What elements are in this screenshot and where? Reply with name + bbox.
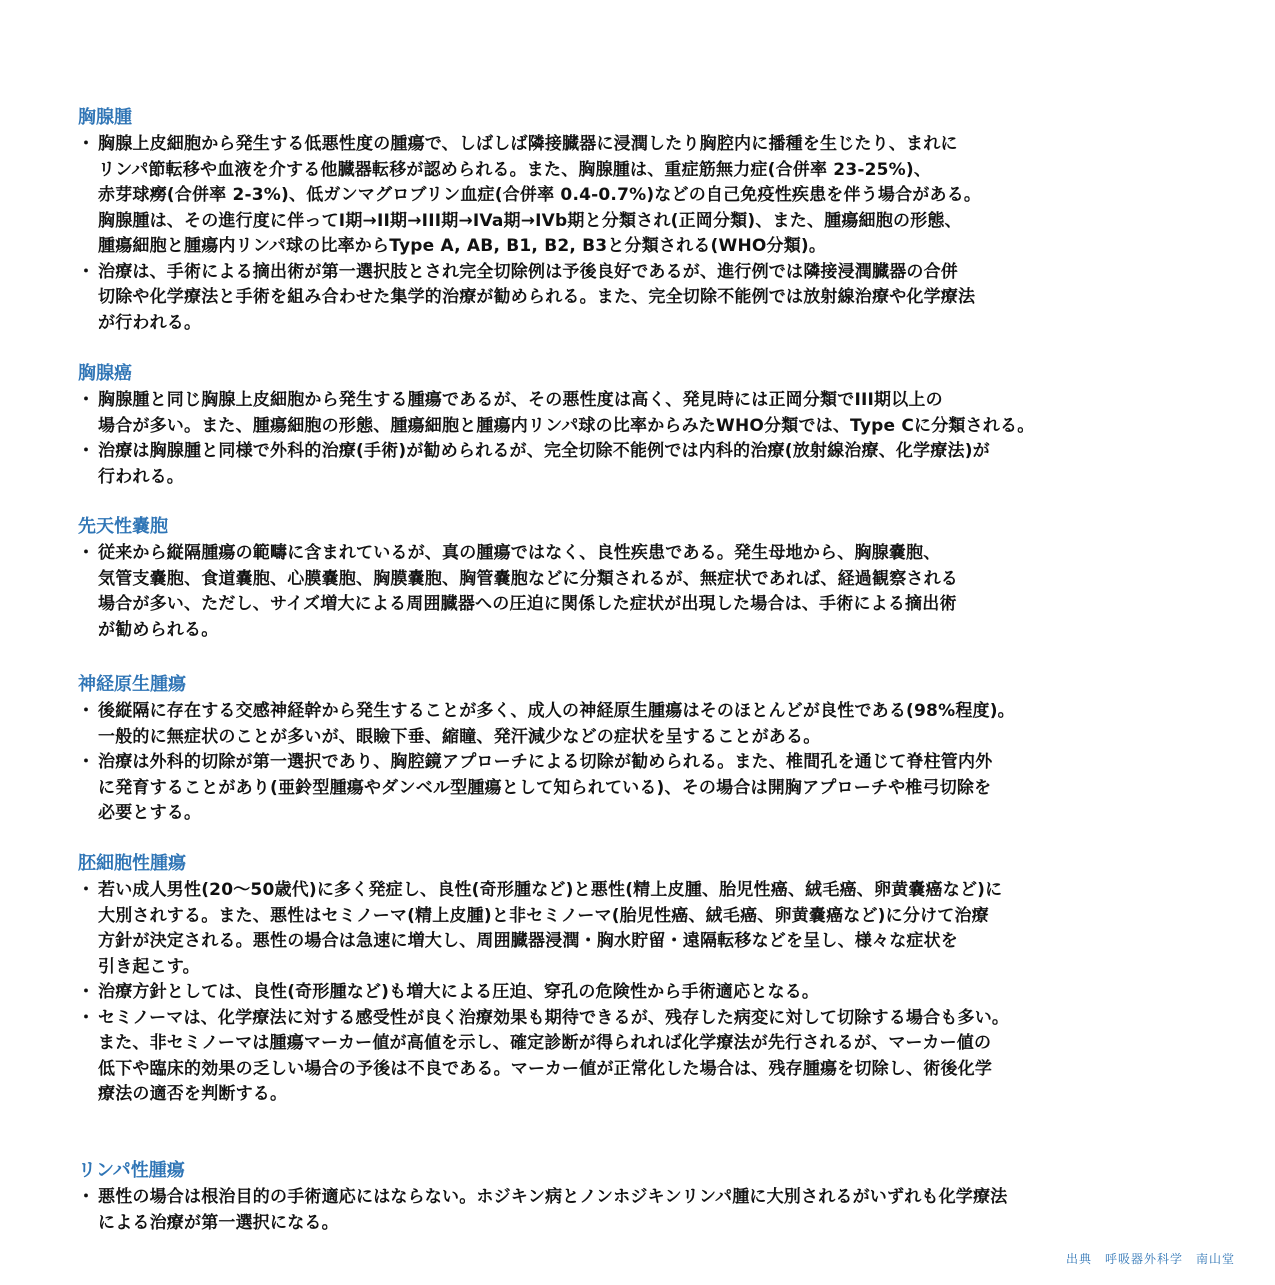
text-line: 場合が多い、ただし、サイズ増大による周囲臓器への圧迫に関係した症状が出現した場合は、手術による摘出術 <box>98 594 957 614</box>
section-heading: 先天性嚢胞 <box>78 516 168 537</box>
text-line: が行われる。 <box>98 312 202 333</box>
text-line: 引き起こす。 <box>98 956 200 977</box>
bullet-mark: ・ <box>77 134 95 154</box>
text-line: 切除や化学療法と手術を組み合わせた集学的治療が勧められる。また、完全切除不能例では放射線治療や化学療法 <box>98 287 976 307</box>
bullet-item <box>74 260 1244 337</box>
text-line: 悪性の場合は根治目的の手術適応にはならない。ホジキン病とノンホジキンリンパ腫に大別されるがいずれも化学療法 <box>98 1187 1008 1207</box>
bullet-mark: ・ <box>77 1007 95 1028</box>
text-line: 治療方針としては、良性(奇形腫など)も増大による圧迫、穿孔の危険性から手術適応となる。 <box>98 982 820 1002</box>
text-line: 治療は、手術による摘出術が第一選択肢とされ完全切除例は予後良好であるが、進行例では隣接浸潤臓器の合併 <box>98 261 958 282</box>
text-line: リンパ節転移や血液を介する他臓器転移が認められる。また、胸腺腫は、重症筋無力症(合併率 23-25%)、 <box>98 159 932 180</box>
bullet-mark: ・ <box>77 543 95 563</box>
section-thymoma <box>74 106 1244 336</box>
bullet-mark: ・ <box>77 1187 95 1207</box>
text-line: 治療は胸腺腫と同様で外科的治療(手術)が勧められるが、完全切除不能例では内科的治療(放射線治療、化学療法)が <box>98 441 990 461</box>
text-line: に発育することがあり(亜鈴型腫瘍やダンベル型腫瘍として知られている)、その場合は開胸アプローチや椎弓切除を <box>98 777 992 798</box>
text-line: 一般的に無症状のことが多いが、眼瞼下垂、縮瞳、発汗減少などの症状を呈することがある。 <box>98 726 821 747</box>
section-thymic-carcinoma <box>74 362 1244 490</box>
text-line: 後縦隔に存在する交感神経幹から発生することが多く、成人の神経原生腫瘍はそのほとんどが良性である(98%程度)。 <box>98 701 1015 721</box>
bullet-item <box>74 750 1244 827</box>
bullet-mark: ・ <box>77 982 95 1002</box>
text-line: が勧められる。 <box>98 619 219 640</box>
text-line: また、非セミノーマは腫瘍マーカー値が高値を示し、確定診断が得られれば化学療法が先行されるが、マーカー値の <box>98 1033 992 1053</box>
text-line: 腫瘍細胞と腫瘍内リンパ球の比率からType A, AB, B1, B2, B3と分類される(WHO分類)。 <box>98 236 827 256</box>
bullet-item <box>74 388 1244 439</box>
text-line: 場合が多い。また、腫瘍細胞の形態、腫瘍細胞と腫瘍内リンパ球の比率からみたWHO分類では、Type Cに分類される。 <box>98 415 1035 436</box>
section-heading: 胸腺腫 <box>78 107 132 128</box>
text-line: 方針が決定される。悪性の場合は急速に増大し、周囲臓器浸潤・胸水貯留・遠隔転移などを呈し、様々な症状を <box>98 931 958 951</box>
bullet-item <box>74 878 1244 980</box>
section-lymphoid-tumor <box>74 1159 1244 1236</box>
bullet-item <box>74 541 1244 643</box>
bullet-mark: ・ <box>77 752 95 772</box>
text-line: 行われる。 <box>98 466 184 487</box>
section-congenital-cyst <box>74 515 1244 643</box>
bullet-item <box>74 699 1244 750</box>
section-heading: 胸腺癌 <box>78 363 132 384</box>
bullet-item <box>74 1006 1244 1108</box>
bullet-item <box>74 1185 1244 1236</box>
bullet-mark: ・ <box>77 390 95 410</box>
text-line: 赤芽球癆(合併率 2-3%)、低ガンマグロブリン血症(合併率 0.4-0.7%)などの自己免疫性疾患を伴う場合がある。 <box>98 185 982 205</box>
text-line: による治療が第一選択になる。 <box>98 1212 339 1233</box>
text-line: 従来から縦隔腫瘍の範疇に含まれているが、真の腫瘍ではなく、良性疾患である。発生母地から、胸腺嚢胞、 <box>98 543 941 563</box>
text-line: セミノーマは、化学療法に対する感受性が良く治療効果も期待できるが、残存した病変に対して切除する場合も多い。 <box>98 1007 1010 1028</box>
text-line: 大別されする。また、悪性はセミノーマ(精上皮腫)と非セミノーマ(胎児性癌、絨毛癌、卵黄嚢癌など)に分けて治療 <box>98 905 989 926</box>
bullet-mark: ・ <box>77 441 95 461</box>
section-germ-cell-tumor <box>74 852 1244 1108</box>
text-line: 療法の適否を判断する。 <box>98 1084 288 1104</box>
bullet-mark: ・ <box>77 261 95 282</box>
text-line: 若い成人男性(20～50歳代)に多く発症し、良性(奇形腫など)と悪性(精上皮腫、胎児性癌、絨毛癌、卵黄嚢癌など)に <box>98 880 1003 900</box>
text-line: 治療は外科的切除が第一選択であり、胸腔鏡アプローチによる切除が勧められる。また、椎間孔を通じて脊柱管内外 <box>98 752 993 772</box>
source-citation: 出典 呼吸器外科学 南山堂 <box>1065 1252 1235 1266</box>
section-heading: 神経原生腫瘍 <box>78 674 186 695</box>
bullet-mark: ・ <box>77 880 95 900</box>
section-neurogenic-tumor <box>74 673 1244 827</box>
text-line: 低下や臨床的効果の乏しい場合の予後は不良である。マーカー値が正常化した場合は、残存腫瘍を切除し、術後化学 <box>98 1058 993 1079</box>
text-line: 気管支嚢胞、食道嚢胞、心膜嚢胞、胸膜嚢胞、胸管嚢胞などに分類されるが、無症状であれば、経過観察される <box>98 568 958 589</box>
text-line: 胸腺腫と同じ胸腺上皮細胞から発生する腫瘍であるが、その悪性度は高く、発見時には正岡分類でIII期以上の <box>98 390 943 410</box>
text-line: 必要とする。 <box>98 803 202 823</box>
section-heading: 胚細胞性腫瘍 <box>78 853 186 874</box>
section-heading: リンパ性腫瘍 <box>78 1160 185 1181</box>
bullet-mark: ・ <box>77 701 95 721</box>
bullet-item <box>74 132 1244 260</box>
bullet-item <box>74 439 1244 490</box>
bullet-item <box>74 980 1244 1006</box>
text-line: 胸腺腫は、その進行度に伴ってI期→II期→III期→IVa期→IVb期と分類され(正岡分類)、また、腫瘍細胞の形態、 <box>98 210 962 231</box>
text-line: 胸腺上皮細胞から発生する低悪性度の腫瘍で、しばしば隣接臓器に浸潤したり胸腔内に播種を生じたり、まれに <box>98 134 958 154</box>
